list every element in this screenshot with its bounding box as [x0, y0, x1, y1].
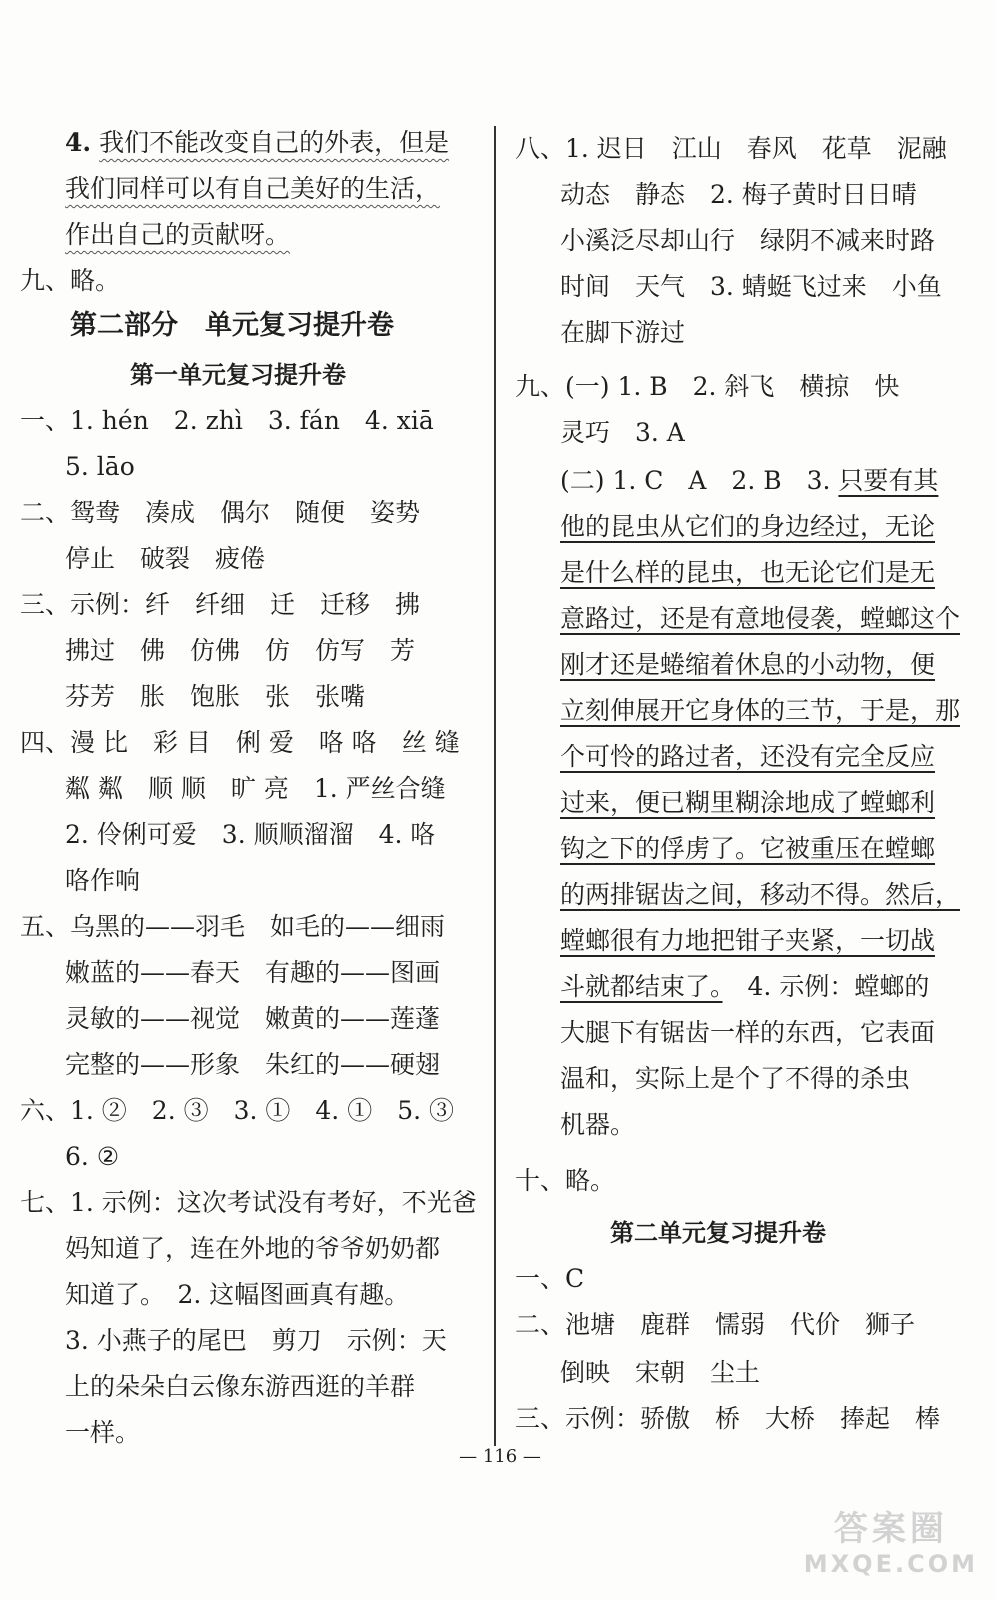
answer-line: 三、示例：纤 纤细 迁 迁移 拂	[20, 590, 421, 619]
answer-line: 动态 静态 2. 梅子黄时日日晴	[560, 180, 917, 209]
answer-line: 6. ②	[65, 1142, 120, 1171]
answer-line: 七、1. 示例：这次考试没有考好，不光爸	[20, 1188, 477, 1217]
answer-line: 三、示例：骄傲 桥 大桥 捧起 棒	[515, 1404, 941, 1433]
answer-line: 粼 粼 顺 顺 旷 亮 1. 严丝合缝	[65, 774, 446, 803]
watermark	[804, 1501, 978, 1578]
underlined-answer-line: 是什么样的昆虫，也无论它们是无	[560, 558, 936, 587]
underlined-answer-line: 钩之下的俘虏了。它被重压在螳螂	[560, 834, 936, 863]
answer-line: 倒映 宋朝 尘土	[560, 1358, 761, 1387]
answer-line: 灵敏的——视觉 嫩黄的——莲蓬	[65, 1004, 441, 1033]
part-title: 第二部分 单元复习提升卷	[70, 310, 394, 341]
answer-line: 5. lāo	[65, 452, 135, 481]
answer-line: 4. 我们不能改变自己的外表，但是	[65, 128, 450, 157]
answer-line: 我们同样可以有自己美好的生活，	[65, 174, 441, 203]
answer-line: 拂过 佛 仿佛 仿 仿写 芳	[65, 636, 416, 665]
answer-line: 2. 伶俐可爱 3. 顺顺溜溜 4. 咯	[65, 820, 436, 849]
answer-line: 九、略。	[20, 266, 121, 295]
answer-line: 大腿下有锯齿一样的东西，它表面	[560, 1018, 936, 1047]
answer-line: 咯作响	[65, 866, 141, 895]
underlined-answer-line: 刚才还是蜷缩着休息的小动物，便	[560, 650, 936, 679]
answer-line: 停止 破裂 疲倦	[65, 544, 266, 573]
unit-title: 第一单元复习提升卷	[130, 360, 346, 389]
unit-title: 第二单元复习提升卷	[610, 1218, 826, 1247]
underlined-answer-line: 意路过，还是有意地侵袭，螳螂这个	[560, 604, 961, 633]
answer-line: 3. 小燕子的尾巴 剪刀 示例：天	[65, 1326, 447, 1355]
answer-line: 芬芳 胀 饱胀 张 张嘴	[65, 682, 366, 711]
answer-line: (二) 1. C A 2. B 3. 只要有其	[560, 466, 939, 495]
answer-line: 时间 天气 3. 蜻蜓飞过来 小鱼	[560, 272, 942, 301]
answer-line: 小溪泛尽却山行 绿阴不减来时路	[560, 226, 936, 255]
answer-line: 十、略。	[515, 1166, 616, 1195]
answer-line: 六、1. ② 2. ③ 3. ① 4. ① 5. ③	[20, 1096, 454, 1125]
underlined-answer-line: 立刻伸展开它身体的三节，于是，那	[560, 696, 961, 725]
answer-line: 一样。	[65, 1418, 141, 1447]
answer-line: 温和，实际上是个了不得的杀虫	[560, 1064, 911, 1093]
answer-line: 一、C	[515, 1264, 585, 1293]
answer-line: 八、1. 迟日 江山 春风 花草 泥融	[515, 134, 947, 163]
answer-line: 完整的——形象 朱红的——硬翅	[65, 1050, 441, 1079]
answer-line: 五、乌黑的——羽毛 如毛的——细雨	[20, 912, 446, 941]
answer-line: 机器。	[560, 1110, 636, 1139]
column-divider	[494, 126, 496, 1446]
page-number: — 116 —	[459, 1446, 541, 1467]
underlined-answer-line: 螳螂很有力地把钳子夹紧，一切战	[560, 926, 936, 955]
answer-line: 上的朵朵白云像东游西逛的羊群	[65, 1372, 416, 1401]
answer-line: 一、1. hén 2. zhì 3. fán 4. xiā	[20, 406, 434, 435]
answer-line: 四、漫 比 彩 目 俐 爱 咯 咯 丝 缝	[20, 728, 460, 757]
answer-line: 作出自己的贡献呀。	[65, 220, 291, 249]
answer-line: 知道了。 2. 这幅图画真有趣。	[65, 1280, 410, 1309]
answer-line: 二、池塘 鹿群 懦弱 代价 狮子	[515, 1310, 916, 1339]
answer-line: 在脚下游过	[560, 318, 686, 347]
answer-line: 二、鸳鸯 凑成 偶尔 随便 姿势	[20, 498, 421, 527]
answer-line: 嫩蓝的——春天 有趣的——图画	[65, 958, 441, 987]
answer-line: 斗就都结束了。 4. 示例：螳螂的	[560, 972, 930, 1001]
underlined-answer-line: 他的昆虫从它们的身边经过，无论	[560, 512, 936, 541]
underlined-answer-line: 个可怜的路过者，还没有完全反应	[560, 742, 936, 771]
underlined-answer-line: 的两排锯齿之间，移动不得。然后，	[560, 880, 961, 909]
answer-line: 九、(一) 1. B 2. 斜飞 横掠 快	[515, 372, 900, 401]
answer-line: 妈知道了，连在外地的爷爷奶奶都	[65, 1234, 441, 1263]
watermark-url: MXQE.COM	[803, 1550, 978, 1578]
underlined-answer-line: 过来，便已糊里糊涂地成了螳螂利	[560, 788, 936, 817]
answer-line: 灵巧 3. A	[560, 418, 685, 447]
watermark-title: 答案圈	[833, 1509, 948, 1549]
